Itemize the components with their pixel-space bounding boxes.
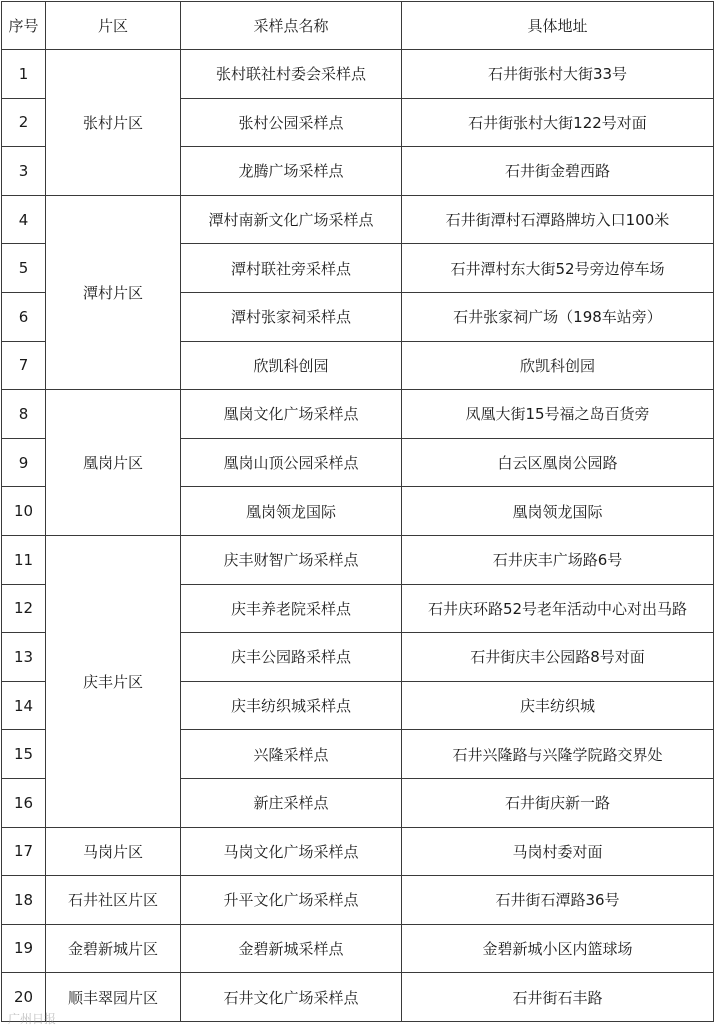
row-number: 8: [2, 390, 46, 439]
row-number: 10: [2, 487, 46, 536]
site-name-cell: 张村联社村委会采样点: [181, 50, 402, 99]
row-number: 15: [2, 730, 46, 779]
address-cell: 石井街张村大街122号对面: [402, 98, 714, 147]
site-name-cell: 凰岗领龙国际: [181, 487, 402, 536]
site-name-cell: 欣凯科创园: [181, 341, 402, 390]
district-cell: 凰岗片区: [46, 390, 181, 536]
row-number: 16: [2, 778, 46, 827]
table-row: [2, 876, 714, 925]
site-name-cell: 兴隆采样点: [181, 730, 402, 779]
site-name-cell: 庆丰公园路采样点: [181, 633, 402, 682]
table-row: [2, 195, 714, 244]
row-number: 3: [2, 147, 46, 196]
sampling-sites-table: [1, 1, 714, 1022]
site-name-cell: 金碧新城采样点: [181, 924, 402, 973]
address-cell: 石井潭村东大街52号旁边停车场: [402, 244, 714, 293]
address-cell: 石井街庆新一路: [402, 778, 714, 827]
address-cell: 石井兴隆路与兴隆学院路交界处: [402, 730, 714, 779]
table-row: [2, 50, 714, 99]
row-number: 12: [2, 584, 46, 633]
table-body: [2, 50, 714, 1022]
row-number: 9: [2, 438, 46, 487]
address-cell: 庆丰纺织城: [402, 681, 714, 730]
row-number: 17: [2, 827, 46, 876]
row-number: 4: [2, 195, 46, 244]
address-cell: 石井街庆丰公园路8号对面: [402, 633, 714, 682]
address-cell: 石井街石潭路36号: [402, 876, 714, 925]
site-name-cell: 石井文化广场采样点: [181, 973, 402, 1022]
district-cell: 顺丰翠园片区: [46, 973, 181, 1022]
table-row: [2, 827, 714, 876]
site-name-cell: 凰岗文化广场采样点: [181, 390, 402, 439]
site-name-cell: 庆丰纺织城采样点: [181, 681, 402, 730]
site-name-cell: 潭村联社旁采样点: [181, 244, 402, 293]
address-cell: 石井街金碧西路: [402, 147, 714, 196]
watermark: 广州日报: [8, 1012, 57, 1026]
row-number: 1: [2, 50, 46, 99]
table-row: [2, 535, 714, 584]
row-number: 18: [2, 876, 46, 925]
row-number: 13: [2, 633, 46, 682]
address-cell: 石井街潭村石潭路牌坊入口100米: [402, 195, 714, 244]
site-name-cell: 潭村南新文化广场采样点: [181, 195, 402, 244]
address-cell: 石井街张村大街33号: [402, 50, 714, 99]
table-row: [2, 924, 714, 973]
site-name-cell: 凰岗山顶公园采样点: [181, 438, 402, 487]
row-number: 11: [2, 535, 46, 584]
district-cell: 潭村片区: [46, 195, 181, 389]
district-cell: 马岗片区: [46, 827, 181, 876]
header-site: 采样点名称: [181, 2, 402, 50]
address-cell: 石井庆丰广场路6号: [402, 535, 714, 584]
site-name-cell: 新庄采样点: [181, 778, 402, 827]
site-name-cell: 潭村张家祠采样点: [181, 292, 402, 341]
district-cell: 金碧新城片区: [46, 924, 181, 973]
row-number: 20: [2, 973, 46, 1022]
table-header: [2, 2, 714, 50]
site-name-cell: 升平文化广场采样点: [181, 876, 402, 925]
address-cell: 马岗村委对面: [402, 827, 714, 876]
district-cell: 石井社区片区: [46, 876, 181, 925]
row-number: 7: [2, 341, 46, 390]
address-cell: 石井庆环路52号老年活动中心对出马路: [402, 584, 714, 633]
address-cell: 白云区凰岗公园路: [402, 438, 714, 487]
header-no: 序号: [2, 2, 46, 50]
row-number: 2: [2, 98, 46, 147]
site-name-cell: 庆丰养老院采样点: [181, 584, 402, 633]
district-cell: 庆丰片区: [46, 535, 181, 827]
row-number: 14: [2, 681, 46, 730]
site-name-cell: 龙腾广场采样点: [181, 147, 402, 196]
address-cell: 欣凯科创园: [402, 341, 714, 390]
header-row: [2, 2, 714, 50]
address-cell: 凤凰大街15号福之岛百货旁: [402, 390, 714, 439]
header-address: 具体地址: [402, 2, 714, 50]
site-name-cell: 庆丰财智广场采样点: [181, 535, 402, 584]
address-cell: 凰岗领龙国际: [402, 487, 714, 536]
row-number: 5: [2, 244, 46, 293]
table-row: [2, 973, 714, 1022]
row-number: 6: [2, 292, 46, 341]
site-name-cell: 张村公园采样点: [181, 98, 402, 147]
address-cell: 金碧新城小区内篮球场: [402, 924, 714, 973]
address-cell: 石井张家祠广场（198车站旁）: [402, 292, 714, 341]
site-name-cell: 马岗文化广场采样点: [181, 827, 402, 876]
district-cell: 张村片区: [46, 50, 181, 196]
row-number: 19: [2, 924, 46, 973]
header-area: 片区: [46, 2, 181, 50]
address-cell: 石井街石丰路: [402, 973, 714, 1022]
table-row: [2, 390, 714, 439]
